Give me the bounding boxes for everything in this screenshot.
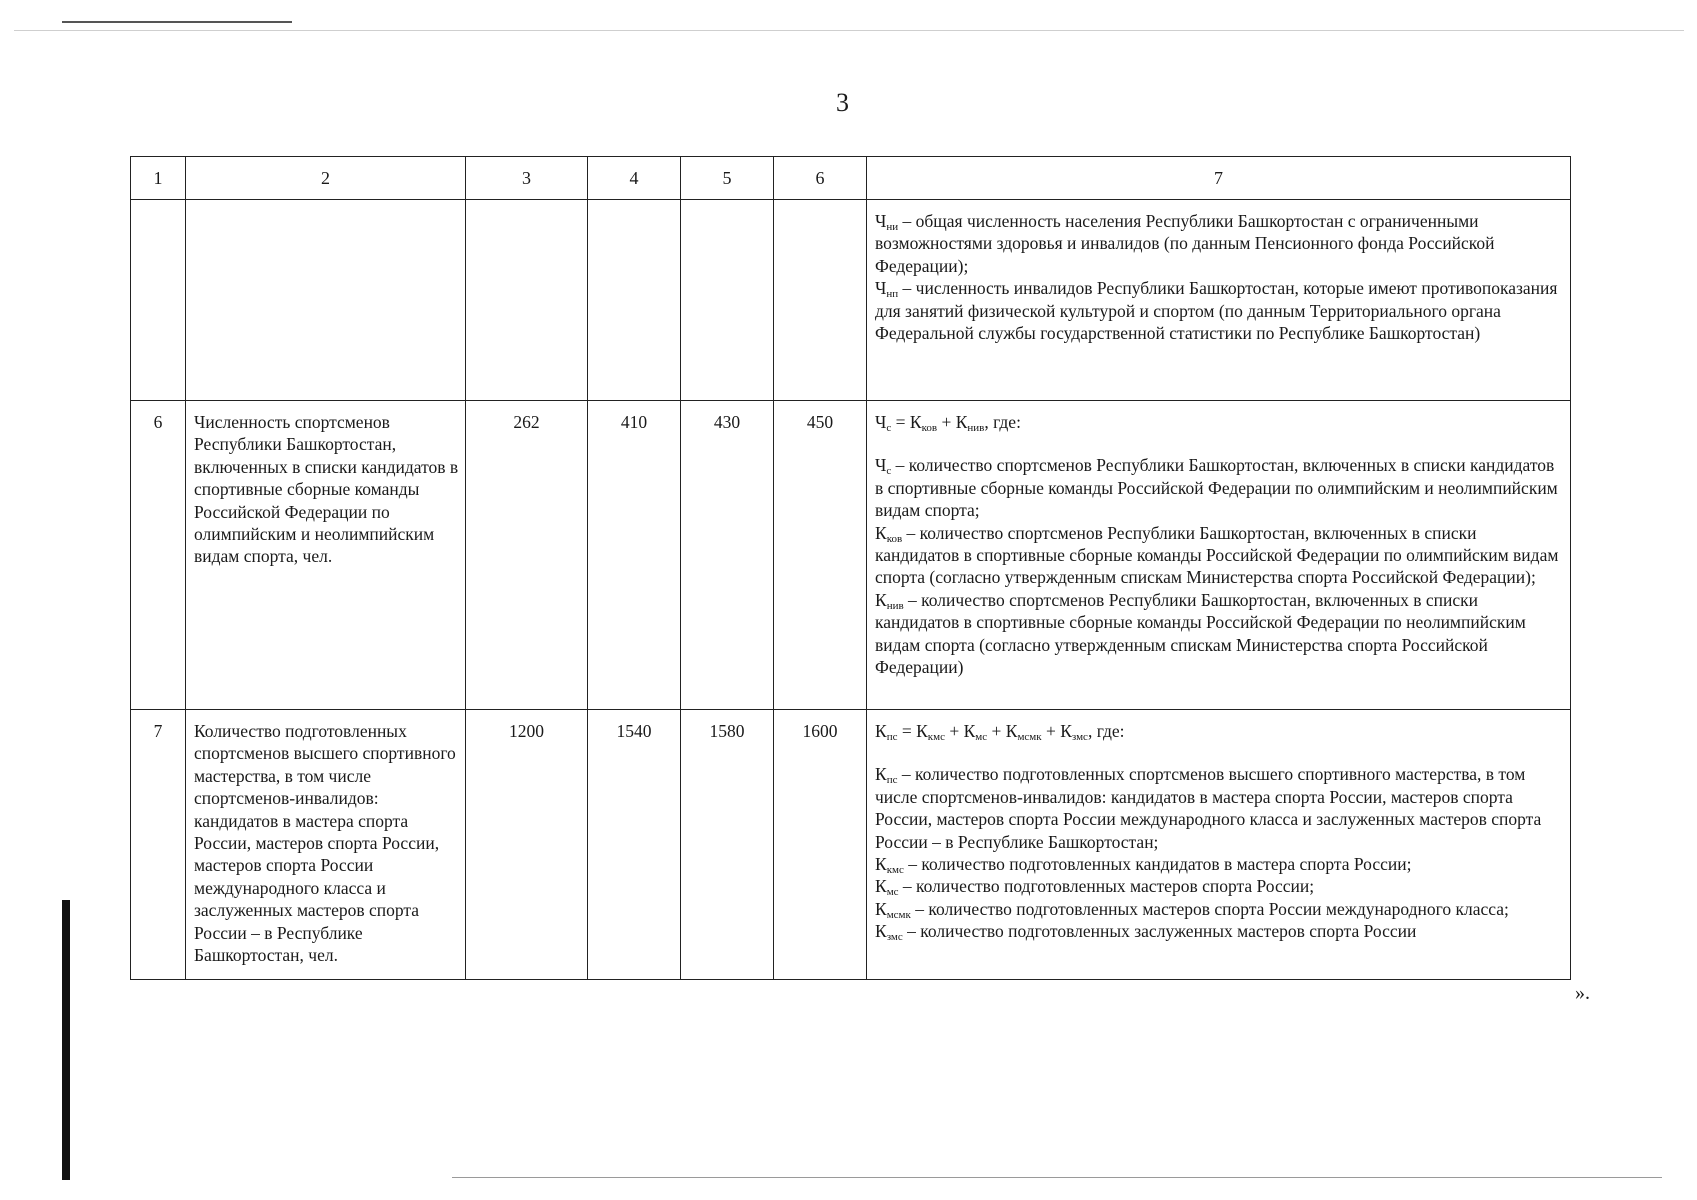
scan-artifact-top-faint-line (14, 30, 1684, 31)
header-cell-2: 2 (186, 157, 466, 200)
cont-val3-cell (466, 200, 588, 401)
desc-line: $Ч_{ни}$ – общая численность населения Республики Башкортостан с ограниченными возможностями здоровья и инвалидов (по данным Пенсионного фонда Российской Федерации); (875, 211, 1495, 276)
table-row-continuation (131, 200, 1571, 401)
header-cell-7: 7 (867, 157, 1571, 200)
closing-quote-mark: ». (1575, 982, 1590, 1004)
desc-line: $К_{змс}$ – количество подготовленных заслуженных мастеров спорта России (875, 921, 1417, 944)
desc-line: $К_{мс}$ – количество подготовленных мастеров спорта России; (875, 876, 1315, 899)
desc-line: $К_{мсмк}$ – количество подготовленных мастеров спорта России международного класса; (875, 898, 1509, 921)
desc-line: $К_{нив}$ – количество спортсменов Республики Башкортостан, включенных в списки кандидатов в спортивные сборные команды Российской Федерации по неолимпийским видам спорта (согласно утвержденным спискам Министерства спорта Российской Федерации) (875, 589, 1526, 678)
scan-artifact-left-bar (62, 900, 70, 1180)
desc-line: $К_{кмс}$ – количество подготовленных кандидатов в мастера спорта России; (875, 854, 1412, 877)
value-col6: 450 (774, 401, 867, 710)
indicators-table (130, 156, 1571, 980)
value-col4: 410 (588, 401, 681, 710)
indicator-name: Количество подготовленных спортсменов высшего спортивного мастерства, в том числе спортсменов-инвалидов: кандидатов в мастера спорта России, мастеров спорта России, мастеров спорта России международного класса и заслуженных мастеров спорта России – в Республике Башкортостан, чел. (186, 710, 466, 980)
cont-num-cell (131, 200, 186, 401)
header-cell-1: 1 (131, 157, 186, 200)
calculation-method-cell (867, 401, 1571, 710)
cont-val6-cell (774, 200, 867, 401)
header-cell-4: 4 (588, 157, 681, 200)
row-number: 7 (131, 710, 186, 980)
desc-line: $Ч_{нп}$ – численность инвалидов Республики Башкортостан, которые имеют противопоказания для занятий физической культурой и спортом (по данным Территориального органа Федеральной службы государственной статистики по Республике Башкортостан) (875, 278, 1558, 344)
value-col5: 1580 (681, 710, 774, 980)
spacer (875, 742, 1564, 763)
spacer (875, 433, 1564, 454)
table-header-row (131, 157, 1571, 200)
header-cell-3: 3 (466, 157, 588, 200)
indicator-name: Численность спортсменов Республики Башкортостан, включенных в списки кандидатов в спортивные сборные команды Российской Федерации по олимпийским и неолимпийским видам спорта, чел. (186, 401, 466, 710)
cont-val5-cell (681, 200, 774, 401)
calculation-method-cell (867, 710, 1571, 980)
header-cell-5: 5 (681, 157, 774, 200)
formula: $Ч_с = К_{ков} + К_{нив}$, где: (875, 412, 1021, 434)
scan-artifact-top-line (62, 21, 292, 23)
desc-line: $К_{пс}$ – количество подготовленных спортсменов высшего спортивного мастерства, в том числе спортсменов-инвалидов: кандидатов в мастера спорта России, мастеров спорта России, мастеров спорта России международного класса и заслуженных мастеров спорта России – в Республике Башкортостан; (875, 764, 1542, 852)
cont-description-cell (867, 200, 1571, 401)
cont-name-cell (186, 200, 466, 401)
header-cell-6: 6 (774, 157, 867, 200)
desc-line: $Ч_с$ – количество спортсменов Республики Башкортостан, включенных в списки кандидатов в спортивные сборные команды Российской Федерации по олимпийским и неолимпийским видам спорта; (875, 455, 1558, 521)
formula: $К_{пс} = К_{кмс} + К_{мс} + К_{мсмк} + К_{змс}$, где: (875, 721, 1125, 743)
value-col4: 1540 (588, 710, 681, 980)
value-col3: 1200 (466, 710, 588, 980)
table-row-6 (131, 401, 1571, 710)
value-col5: 430 (681, 401, 774, 710)
scan-artifact-bottom-line (452, 1177, 1662, 1178)
desc-line: $К_{ков}$ – количество спортсменов Республики Башкортостан, включенных в списки кандидатов в спортивные сборные команды Российской Федерации по олимпийским видам спорта (согласно утвержденным спискам Министерства спорта Российской Федерации); (875, 522, 1559, 588)
value-col3: 262 (466, 401, 588, 710)
cont-val4-cell (588, 200, 681, 401)
value-col6: 1600 (774, 710, 867, 980)
row-number: 6 (131, 401, 186, 710)
table-row-7 (131, 710, 1571, 980)
page-number: 3 (836, 88, 849, 117)
